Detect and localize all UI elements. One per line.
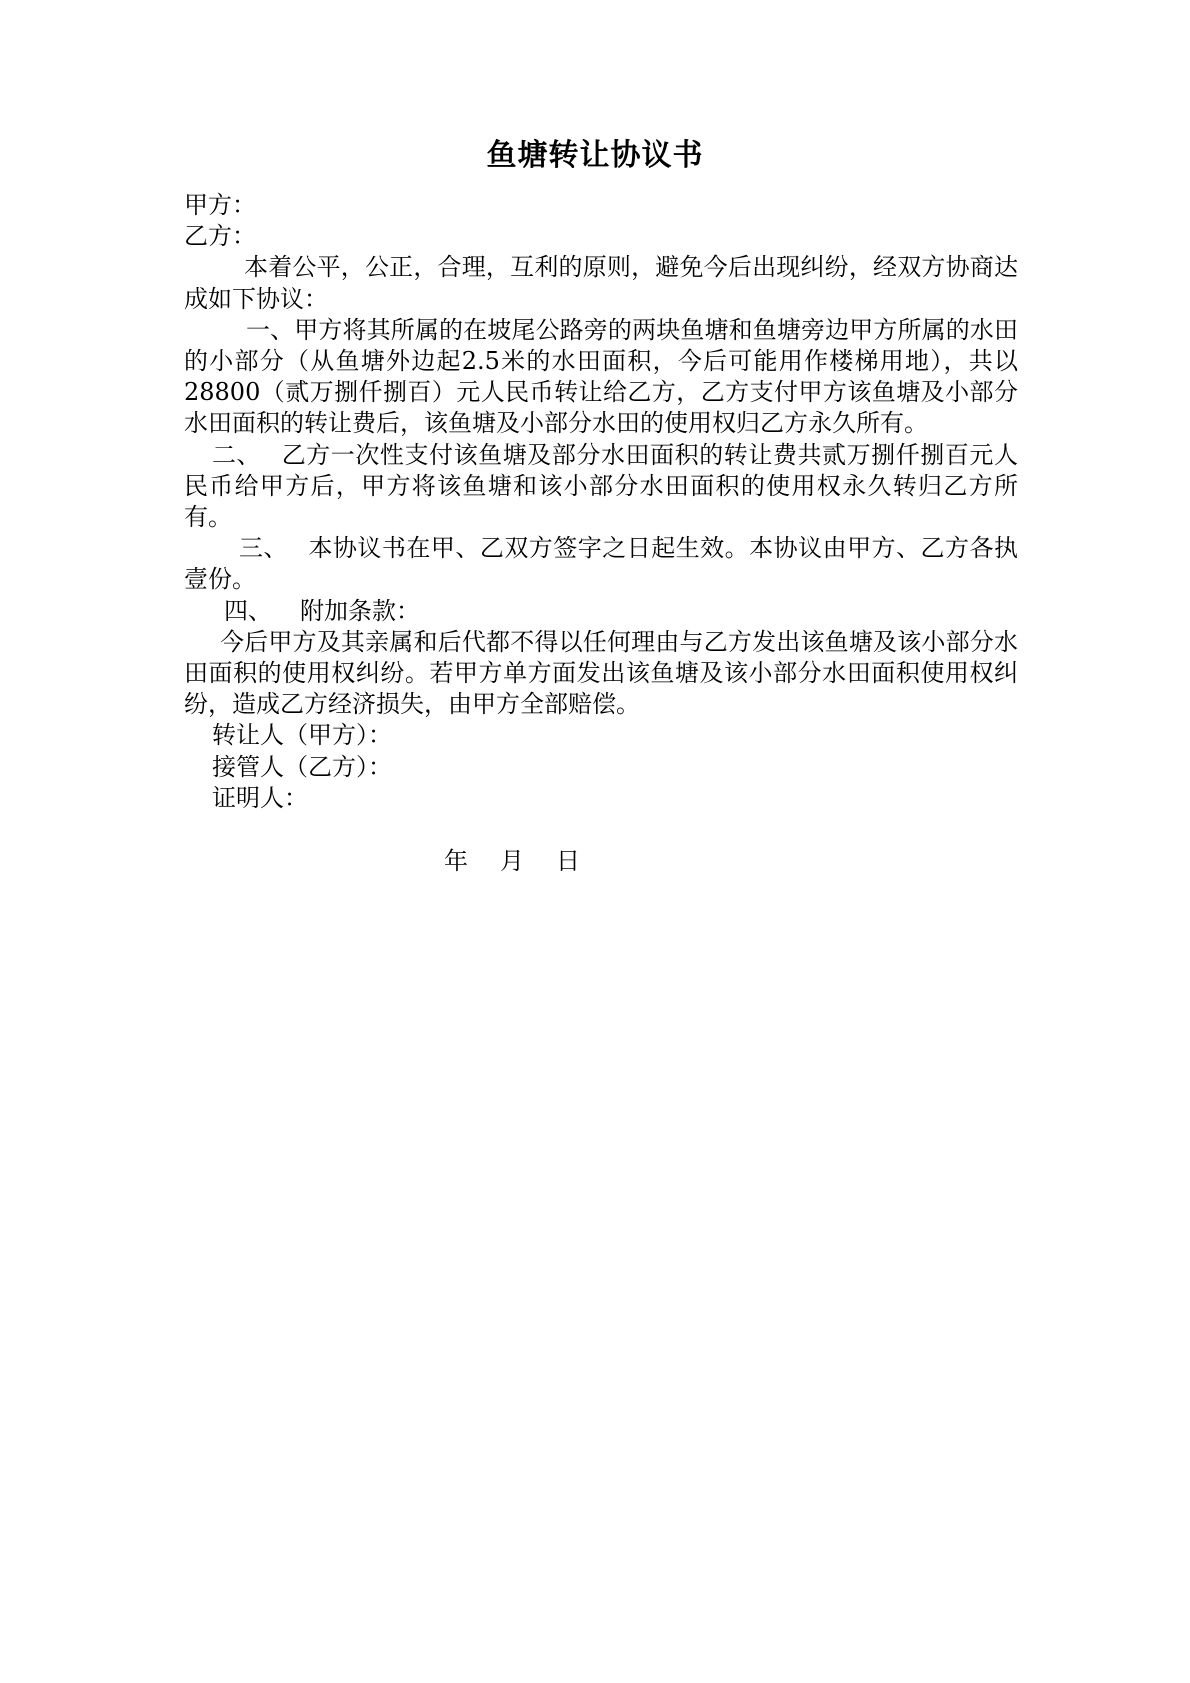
party-a-line: 甲方： xyxy=(184,191,256,219)
receiver-signature-line: 接管人（乙方）： xyxy=(212,752,392,781)
clause-3-number: 三、 xyxy=(239,534,288,563)
clause-3-paragraph xyxy=(184,533,1018,595)
document-body xyxy=(184,190,1018,814)
preamble-paragraph: 本着公平，公正，合理，互利的原则，避免今后出现纠纷，经双方协商达成如下协议： xyxy=(184,253,1018,313)
clause-4-body: 今后甲方及其亲属和后代都不得以任何理由与乙方发出该鱼塘及该小部分水田面积的使用权纠纷。若甲方单方面发出该鱼塘及该小部分水田面积使用权纠纷，造成乙方经济损失，由甲方全部赔偿。 xyxy=(184,627,1018,719)
witness-signature-line: 证明人： xyxy=(212,783,308,812)
clause-2-paragraph xyxy=(184,440,1018,534)
date-day: 日 xyxy=(556,847,580,875)
clause-2-number: 二、 xyxy=(212,440,262,469)
clause-4-heading xyxy=(184,596,1018,627)
transferor-signature-line: 转让人（甲方）： xyxy=(212,721,392,750)
clause-3-text: 本协议书在甲、乙双方签字之日起生效。本协议由甲方、乙方各执壹份。 xyxy=(184,534,1018,594)
clause-1-paragraph: 一、甲方将其所属的在坡尾公路旁的两块鱼塘和鱼塘旁边甲方所属的水田的小部分（从鱼塘外边起2.5米的水田面积，今后可能用作楼梯用地），共以28800（贰万捌仟捌百）元人民币转让给乙方，乙方支付甲方该鱼塘及小部分水田面积的转让费后，该鱼塘及小部分水田的使用权归乙方永久所有。 xyxy=(184,315,1018,438)
document-title: 鱼塘转让协议书 xyxy=(486,138,704,173)
clause-4-number: 四、 xyxy=(224,596,272,625)
date-month: 月 xyxy=(500,847,524,875)
clause-4-title: 附加条款： xyxy=(300,596,420,625)
clause-2-text: 乙方一次性支付该鱼塘及部分水田面积的转让费共贰万捌仟捌百元人民币给甲方后，甲方将该鱼塘和该小部分水田面积的使用权永久转归乙方所有。 xyxy=(184,440,1018,532)
date-year: 年 xyxy=(444,847,468,875)
party-b-line: 乙方： xyxy=(184,222,256,251)
date-line xyxy=(444,846,580,877)
